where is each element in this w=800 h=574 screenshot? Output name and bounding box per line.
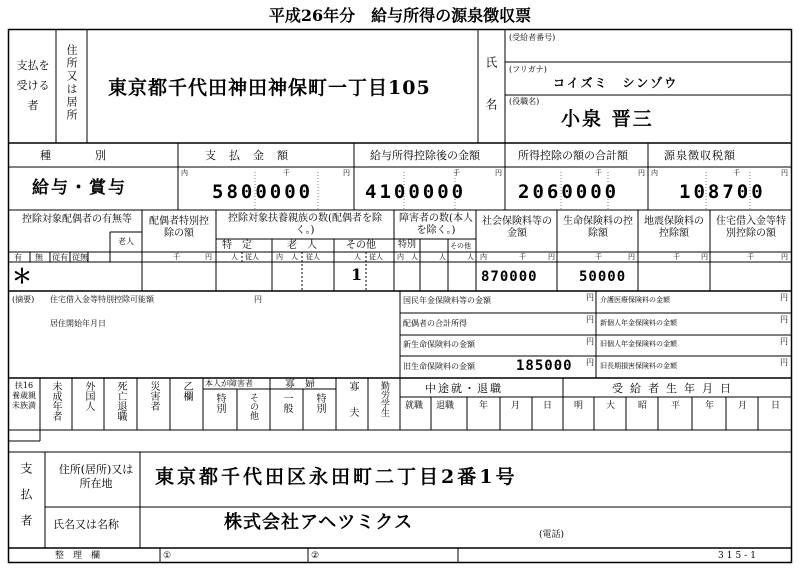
kafu2-label: 寡夫 xyxy=(347,381,358,433)
day2-label: 日 xyxy=(771,401,781,411)
tokubetsu-label: 特別 xyxy=(214,393,225,413)
kinrou-label: 勤労学生 xyxy=(379,381,389,417)
unit-en: 円 xyxy=(780,358,788,367)
form-code: 315-1 xyxy=(718,551,759,561)
year2-label: 年 xyxy=(705,401,715,411)
withholding-amount: 108700 xyxy=(679,181,766,203)
payer-address-label: 住所(居所)又は所在地 xyxy=(58,463,134,490)
dependents-other-count: 1 xyxy=(351,265,363,284)
field-2: ② xyxy=(311,551,320,561)
minor-label: 未成年者 xyxy=(50,381,61,421)
death-label: 死亡退職 xyxy=(115,381,126,421)
unit-sen: 千 xyxy=(733,169,740,177)
taishoku-label: 退職 xyxy=(436,401,455,411)
disaster-label: 災害者 xyxy=(148,381,159,411)
showa-label: 昭 xyxy=(638,401,648,411)
sonota2-label: その他 xyxy=(450,242,471,250)
new-pension-label: 新個人年金保険料の金額 xyxy=(600,319,677,327)
unit-en: 円 xyxy=(781,253,788,261)
unit-nai: 内 xyxy=(480,253,487,261)
payer-phone-label: (電話) xyxy=(539,530,565,540)
kind-value: 給与・賞与 xyxy=(32,178,127,198)
nin-label: 人 xyxy=(354,253,361,261)
unit-en: 円 xyxy=(586,337,594,346)
mu-label: 無 xyxy=(35,253,43,262)
disabled-label: 障害者の数(本人を除く。) xyxy=(399,213,473,236)
unit-sen: 千 xyxy=(595,253,602,261)
nin-label: 人 xyxy=(231,253,238,261)
old-pension-label: 旧個人年金保険料の金額 xyxy=(600,340,677,348)
unit-nai: 内 xyxy=(651,169,658,177)
payer-name: 株式会社アヘツミクス xyxy=(224,512,414,533)
earthquake-label: 地震保険料の控除額 xyxy=(644,216,704,239)
month2-label: 月 xyxy=(738,401,748,411)
dependents-label: 控除対象扶養親族の数(配偶者を除く。) xyxy=(228,213,382,236)
start-date-label: 居住開始年月日 xyxy=(50,319,106,328)
chuuto-label: 中途就・退職 xyxy=(425,382,503,395)
payer-address: 東京都千代田区永田町二丁目2番1号 xyxy=(155,466,518,488)
sonota-label: その他 xyxy=(248,393,258,420)
social-insurance-label: 社会保険料等の金額 xyxy=(482,216,552,239)
payer-name-label: 氏名又は名称 xyxy=(53,518,119,531)
seiri-label: 整 理 欄 xyxy=(55,551,101,561)
payer-label: 支払者 xyxy=(19,462,33,540)
rojin-label: 老 人 xyxy=(287,240,317,251)
unit-en: 円 xyxy=(205,253,212,261)
nin-label: 人 xyxy=(467,253,474,261)
nin-label: 人 xyxy=(411,253,418,261)
unit-en: 円 xyxy=(586,315,594,324)
fuyou16-label: 扶16養歳親未族満 xyxy=(12,381,36,410)
spouse-income-label: 配偶者の合計所得 xyxy=(403,319,467,328)
kafu-label: 寡婦 xyxy=(285,379,325,390)
old-longterm-label: 旧長期損害保険料の金額 xyxy=(600,362,677,370)
yu-label: 有 xyxy=(14,253,22,262)
unit-sen: 千 xyxy=(595,169,602,177)
header-kind: 種 別 xyxy=(40,149,106,162)
life-insurance-label: 生命保険料の控除額 xyxy=(563,216,633,239)
spouse-special-label: 配偶者特別控除の額 xyxy=(149,216,209,239)
unit-en: 円 xyxy=(701,253,708,261)
tokubetsu2-label: 特別 xyxy=(314,393,325,413)
unit-en: 円 xyxy=(495,169,502,177)
payee-name: 小泉 晋三 xyxy=(561,108,654,130)
foreigner-label: 外国人 xyxy=(83,381,94,411)
day-label: 日 xyxy=(543,401,553,411)
header-deduction-total: 所得控除の額の合計額 xyxy=(518,149,628,162)
unit-sen: 千 xyxy=(283,169,290,177)
old-life-amount: 185000 xyxy=(516,358,573,374)
after-deduction-amount: 4100000 xyxy=(365,181,467,203)
social-insurance-amount: 870000 xyxy=(481,269,538,285)
ippan-label: 一般 xyxy=(281,393,292,413)
heisei-label: 平 xyxy=(671,401,681,411)
form-title: 平成26年分 給与所得の源泉徴収票 xyxy=(268,6,532,25)
housing-loan-label: 住宅借入金等特別控除の額 xyxy=(716,216,786,239)
spouse-existence-label: 控除対象配偶者の有無等 xyxy=(22,214,132,225)
juumu-label: 従無 xyxy=(72,253,88,262)
unit-en: 円 xyxy=(343,169,350,177)
unit-en: 円 xyxy=(586,358,594,367)
meiji-label: 明 xyxy=(574,401,584,411)
unit-en: 円 xyxy=(628,253,635,261)
payee-number-label: (受給者番号) xyxy=(509,33,556,42)
unit-en: 円 xyxy=(254,295,262,304)
unit-en: 円 xyxy=(548,253,555,261)
juuyu-label: 従有 xyxy=(52,253,68,262)
otsu-label: 乙欄 xyxy=(181,381,192,401)
spouse-mark: ＊ xyxy=(12,264,32,288)
payee-furigana-label: (フリガナ) xyxy=(509,65,547,74)
header-withholding: 源泉徴収税額 xyxy=(664,149,736,162)
month-label: 月 xyxy=(511,401,521,411)
year-label: 年 xyxy=(479,401,489,411)
payment-amount: 5800000 xyxy=(212,181,314,203)
nin-label: 人 xyxy=(291,253,298,261)
deduction-total-amount: 2060000 xyxy=(518,181,620,203)
unit-nai: 内 xyxy=(181,169,188,177)
honnin-shougai-label: 本人が障害者 xyxy=(205,379,253,388)
unit-en: 円 xyxy=(781,169,788,177)
unit-sen: 千 xyxy=(747,253,754,261)
birth-label: 受給者生年月日 xyxy=(612,382,738,395)
uchi-label: 内 xyxy=(276,253,283,261)
kaigo-label: 介護医療保険料の金額 xyxy=(600,296,670,304)
payee-furigana: コイズミ シンゾウ xyxy=(553,76,679,90)
unit-en: 円 xyxy=(780,315,788,324)
field-1: ① xyxy=(163,551,172,561)
header-payment: 支 払 金 額 xyxy=(205,149,289,162)
shuushoku-label: 就職 xyxy=(405,401,424,411)
header-after-deduction: 給与所得控除後の金額 xyxy=(370,149,480,162)
payee-name-label: 氏名 xyxy=(484,56,498,140)
new-life-label: 新生命保険料の金額 xyxy=(403,340,475,349)
kokumin-nenkin-label: 国民年金保険料等の金額 xyxy=(403,296,491,305)
juunin-label: 従人 xyxy=(369,253,383,261)
unit-en: 円 xyxy=(586,293,594,302)
unit-sen: 千 xyxy=(519,253,526,261)
life-insurance-amount: 50000 xyxy=(579,269,627,285)
nin-label: 人 xyxy=(439,253,446,261)
payee-title-label: (役職名) xyxy=(509,97,540,106)
old-life-label: 旧生命保険料の金額 xyxy=(403,362,475,371)
unit-sen: 千 xyxy=(673,253,680,261)
unit-en: 円 xyxy=(638,169,645,177)
taisho-label: 大 xyxy=(606,401,616,411)
tokutei-label: 特 定 xyxy=(222,240,252,251)
payee-address: 東京都千代田神田神保町一丁目105 xyxy=(108,77,431,99)
uchi-label: 内 xyxy=(397,253,404,261)
juunin-label: 従人 xyxy=(306,253,320,261)
summary-label: (摘要) xyxy=(12,295,35,304)
payee-address-label: 住所又は居所 xyxy=(65,44,78,122)
tokubetsu-label: 特別 xyxy=(398,240,417,250)
elderly-label: 老人 xyxy=(118,237,134,246)
unit-sen: 千 xyxy=(173,253,180,261)
juunin-label: 従人 xyxy=(245,253,259,261)
housing-possible-label: 住宅借入金等特別控除可能額 xyxy=(50,295,154,304)
unit-en: 円 xyxy=(780,293,788,302)
unit-en: 円 xyxy=(780,337,788,346)
sonota-label: その他 xyxy=(346,240,376,251)
payee-section-label: 支払を受ける者 xyxy=(16,59,50,112)
unit-sen: 千 xyxy=(453,169,460,177)
